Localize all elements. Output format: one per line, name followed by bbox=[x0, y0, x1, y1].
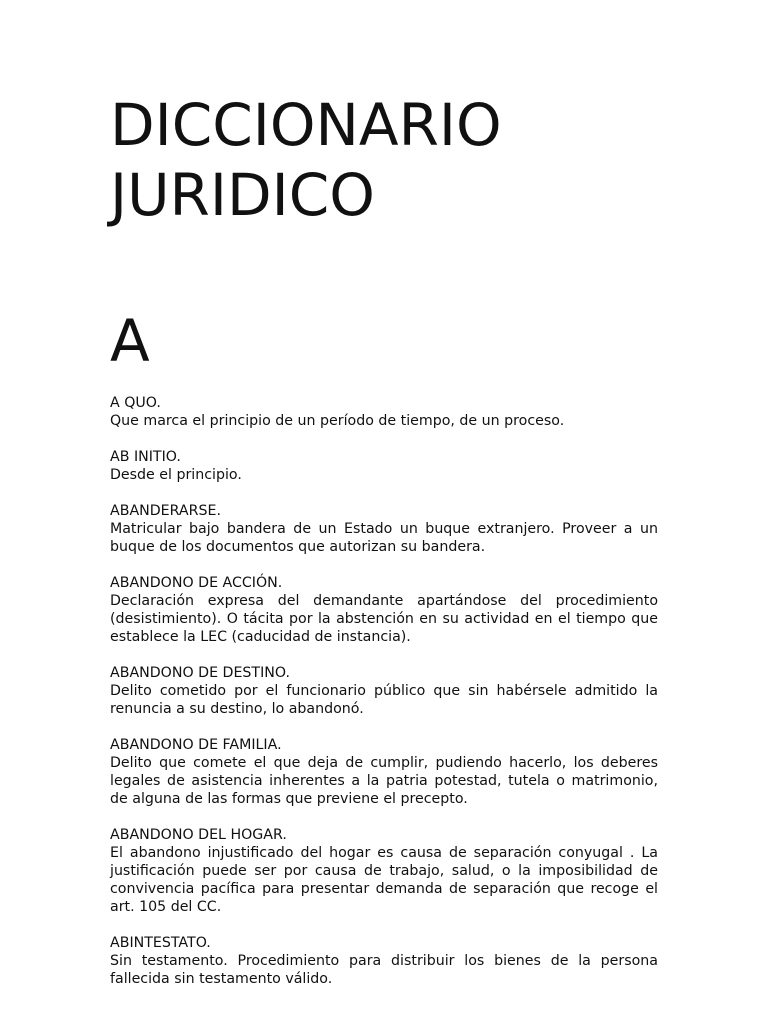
entry-definition: Sin testamento. Procedimiento para distribuir los bienes de la persona fallecida sin testamento válido. bbox=[110, 953, 658, 987]
entry-definition: El abandono injustificado del hogar es causa de separación conyugal . La justificación puede ser por causa de trabajo, salud, o la imposibilidad de convivencia pacífica para presentar demanda de separación que recoge el art. 105 del CC. bbox=[110, 845, 658, 915]
entry bbox=[110, 736, 658, 808]
entry bbox=[110, 502, 658, 556]
entry bbox=[110, 934, 658, 988]
entry-term: ABINTESTATO. bbox=[110, 935, 211, 951]
title-line-2: JURIDICO bbox=[110, 161, 375, 229]
entry-term: A QUO. bbox=[110, 395, 161, 411]
entry-term: ABANDONO DEL HOGAR. bbox=[110, 827, 287, 843]
document-page bbox=[110, 90, 658, 1006]
entry-list bbox=[110, 394, 658, 988]
document-title bbox=[110, 90, 658, 230]
section-letter: A bbox=[110, 307, 150, 375]
title-line-1: DICCIONARIO bbox=[110, 91, 502, 159]
entry-term: AB INITIO. bbox=[110, 449, 181, 465]
entry-term: ABANDONO DE FAMILIA. bbox=[110, 737, 282, 753]
entry bbox=[110, 394, 658, 430]
entry-term: ABANDERARSE. bbox=[110, 503, 221, 519]
entry-definition: Delito cometido por el funcionario público que sin habérsele admitido la renuncia a su destino, lo abandonó. bbox=[110, 683, 658, 717]
entry bbox=[110, 448, 658, 484]
entry-definition: Desde el principio. bbox=[110, 467, 242, 483]
entry-definition: Declaración expresa del demandante apartándose del procedimiento (desistimiento). O tácita por la abstención en su actividad en el tiempo que establece la LEC (caducidad de instancia). bbox=[110, 593, 658, 645]
entry bbox=[110, 826, 658, 916]
entry-definition: Matricular bajo bandera de un Estado un buque extranjero. Proveer a un buque de los documentos que autorizan su bandera. bbox=[110, 521, 658, 555]
entry bbox=[110, 574, 658, 646]
entry-term: ABANDONO DE ACCIÓN. bbox=[110, 575, 283, 591]
entry-term: ABANDONO DE DESTINO. bbox=[110, 665, 290, 681]
entry-definition: Delito que comete el que deja de cumplir, pudiendo hacerlo, los deberes legales de asistencia inherentes a la patria potestad, tutela o matrimonio, de alguna de las formas que previene el precepto. bbox=[110, 755, 658, 807]
entry bbox=[110, 664, 658, 718]
entry-definition: Que marca el principio de un período de tiempo, de un proceso. bbox=[110, 413, 565, 429]
